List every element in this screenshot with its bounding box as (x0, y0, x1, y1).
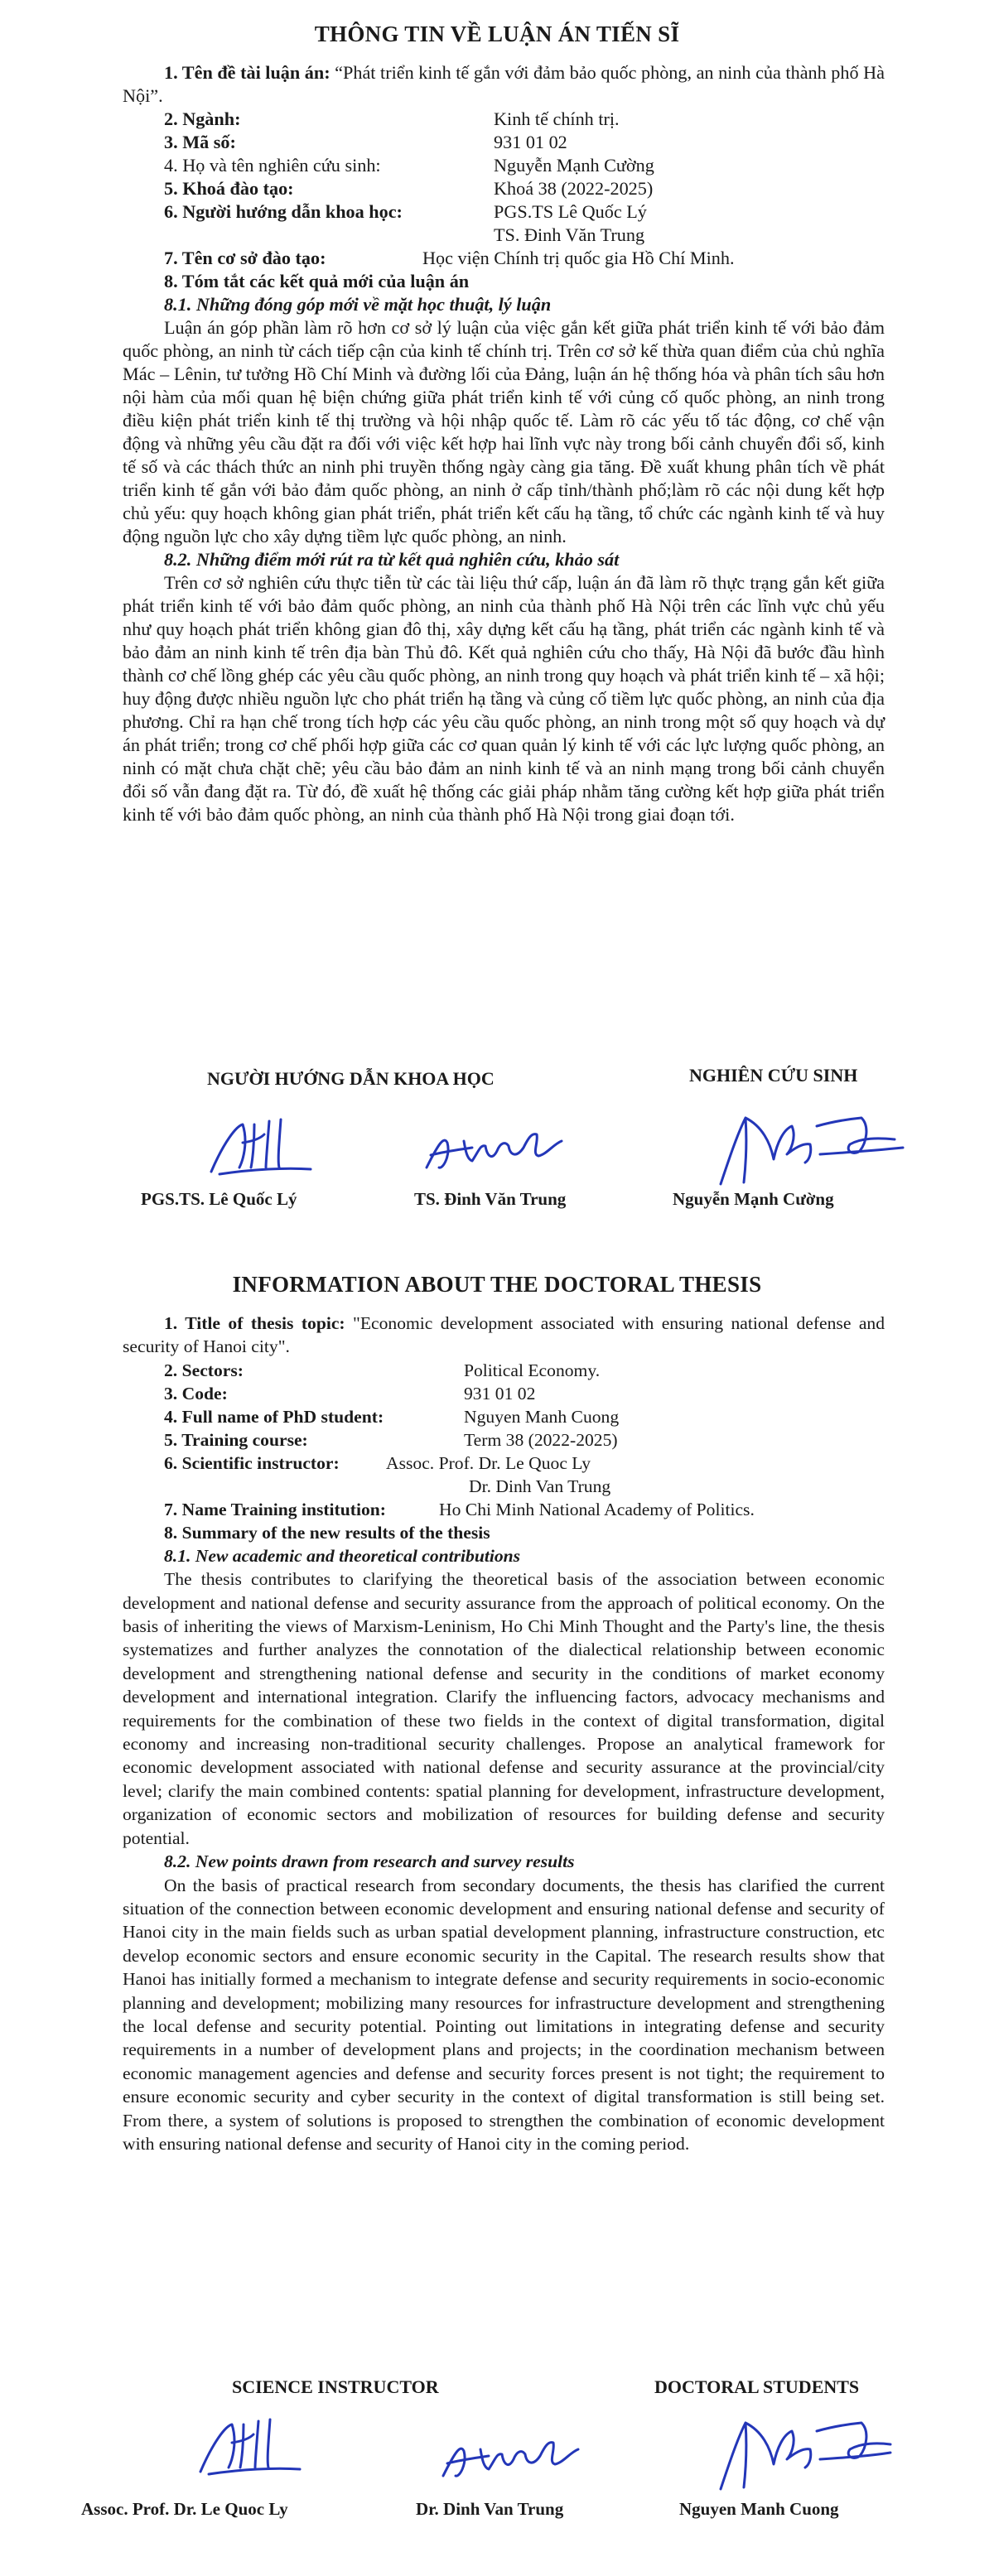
student-name-en: Nguyen Manh Cuong (679, 2499, 839, 2519)
paragraph-8-2-en: On the basis of practical research from secondary documents, the thesis has clarified the current situation of the connection between economic development and ensuring national defense and security of Hanoi city in the main fields such as urban spatial development planning, infrastructure construction, etc develop economic sectors and ensure economic security in the Capital. The research results show that Hanoi has initially formed a mechanism to integrate defense and security requirements in socio-economic planning and development; mobilizing many resources for infrastructure development and strengthening the local defense and security potential. Pointing out limitations in integrating defense and security requirements in a number of development plans and projects; in the coordination mechanism between economic management agencies and defense and security forces present is not tight; the requirement to ensure economic security and cyber security in the context of digital transformation is still being set. From there, a system of solutions is proposed to strengthen the combination of economic development with ensuring national defense and security of Hanoi city in the coming period. (123, 1875, 885, 2154)
item-title: 1. Tên đề tài luận án: “Phát triển kinh tế gắn với đảm bảo quốc phòng, an ninh của thành phố Hà Nội”. (123, 62, 885, 106)
item-sector-en: 2. Sectors: Political Economy. (164, 1360, 601, 1380)
student-heading: NGHIÊN CỨU SINH (689, 1065, 858, 1086)
item-summary: 8. Tóm tắt các kết quả mới của luận án (164, 271, 470, 291)
page-title: THÔNG TIN VỀ LUẬN ÁN TIẾN SĨ (314, 22, 680, 46)
item-supervisor: 6. Người hướng dẫn khoa học: PGS.TS Lê Quốc Lý (164, 201, 647, 222)
thesis-info-body-en (123, 1312, 885, 2155)
item-institution: 7. Tên cơ sở đào tạo: Học viện Chính trị quốc gia Hồ Chí Minh. (164, 248, 735, 268)
item-code: 3. Mã số: 931 01 02 (164, 132, 567, 152)
item-course-en: 5. Training course: Term 38 (2022-2025) (164, 1429, 618, 1450)
item-sector: 2. Ngành: Kinh tế chính trị. (164, 108, 620, 129)
item-supervisor-2-en: Dr. Dinh Van Trung (469, 1476, 611, 1496)
item-student: 4. Họ và tên nghiên cứu sinh: Nguyễn Mạnh Cường (164, 155, 654, 176)
item-code-en: 3. Code: 931 01 02 (164, 1383, 536, 1404)
subheading-8-2: 8.2. Những điểm mới rút ra từ kết quả nghiên cứu, khảo sát (164, 549, 620, 570)
signature-nguyen-manh-cuong (704, 1101, 919, 1192)
instructor-2-name: Dr. Dinh Van Trung (416, 2499, 564, 2519)
signature-nguyen-manh-cuong-en (704, 2406, 903, 2497)
item-title-en: 1. Title of thesis topic: "Economic development associated with ensuring national defense and security of Hanoi city". (123, 1313, 885, 1357)
item-course: 5. Khoá đào tạo: Khoá 38 (2022-2025) (164, 178, 654, 199)
item-summary-en: 8. Summary of the new results of the thesis (164, 1522, 490, 1543)
item-supervisor-2: TS. Đinh Văn Trung (494, 224, 645, 245)
students-heading: DOCTORAL STUDENTS (654, 2376, 860, 2397)
signature-le-quoc-ly-en (192, 2410, 308, 2484)
subheading-8-1-en: 8.1. New academic and theoretical contributions (164, 1545, 521, 1566)
signature-dinh-van-trung (414, 1118, 580, 1184)
instructor-1-name: Assoc. Prof. Dr. Le Quoc Ly (81, 2499, 288, 2519)
supervisor-2-name: TS. Đinh Văn Trung (414, 1189, 567, 1209)
paragraph-8-2: Trên cơ sở nghiên cứu thực tiễn từ các tài liệu thứ cấp, luận án đã làm rõ thực trạng gắn kết giữa phát triển kinh tế với bảo đảm quốc phòng, an ninh của thành phố Hà Nội trên các lĩnh vực chủ yếu như quy hoạch phát triển không gian đô thị, xây dựng kết cấu hạ tầng, phát triển các ngành kinh tế và bảo đảm an ninh kinh tế trên địa bàn Thủ đô. Kết quả nghiên cứu cho thấy, Hà Nội đã bước đầu hình thành cơ chế lồng ghép các yêu cầu quốc phòng, an ninh trong quy hoạch và phát triển kinh tế – xã hội; huy động được nhiều nguồn lực cho phát triển hạ tầng và củng cố tiềm lực quốc phòng, an ninh của địa phương. Chỉ ra hạn chế trong tích hợp các yêu cầu quốc phòng, an ninh trong một số quy hoạch và dự án phát triển; trong cơ chế phối hợp giữa các cơ quan quản lý kinh tế với các lực lượng quốc phòng, an ninh có mặt chưa chặt chẽ; yêu cầu bảo đảm an ninh kinh tế và an ninh mạng trong bối cảnh chuyển đổi số vẫn đang đặt ra. Từ đó, đề xuất hệ thống các giải pháp nhằm tăng cường kết hợp giữa phát triển kinh tế với bảo đảm quốc phòng, an ninh của thành phố Hà Nội trong giai đoạn tới. (123, 572, 885, 825)
vietnamese-section (0, 0, 994, 1242)
signature-le-quoc-ly (203, 1110, 319, 1184)
item-supervisor-en: 6. Scientific instructor: Assoc. Prof. Dr. Le Quoc Ly (164, 1452, 591, 1473)
thesis-info-body (123, 61, 885, 826)
student-name: Nguyễn Mạnh Cường (673, 1189, 834, 1209)
paragraph-8-1: Luận án góp phần làm rõ hơn cơ sở lý luận của việc gắn kết giữa phát triển kinh tế với bảo đảm quốc phòng, an ninh từ cách tiếp cận của kinh tế chính trị. Trên cơ sở kế thừa quan điểm của chủ nghĩa Mác – Lênin, tư tưởng Hồ Chí Minh và đường lối của Đảng, luận án hệ thống hóa và phân tích sâu hơn nội hàm của mối quan hệ biện chứng giữa phát triển kinh tế với củng cố quốc phòng, an ninh trong điều kiện phát triển kinh tế thị trường và hội nhập quốc tế. Làm rõ các yếu tố tác động, cơ chế vận động và những yêu cầu đặt ra đối với việc kết hợp hai lĩnh vực này trong bối cảnh chuyển đổi số, kinh tế số và các thách thức an ninh phi truyền thống ngày càng gia tăng. Đề xuất khung phân tích về phát triển kinh tế gắn với bảo đảm quốc phòng, an ninh ở cấp tỉnh/thành phố;làm rõ các nội dung kết hợp chủ yếu: quy hoạch không gian phát triển, phát triển kết cấu hạ tầng, tổ chức các ngành kinh tế và huy động nguồn lực cho xây dựng tiềm lực quốc phòng, an ninh. (123, 317, 885, 546)
page-title-en: INFORMATION ABOUT THE DOCTORAL THESIS (232, 1272, 762, 1297)
item-student-en: 4. Full name of PhD student: Nguyen Manh Cuong (164, 1406, 620, 1427)
supervisor-heading: NGƯỜI HƯỚNG DẪN KHOA HỌC (207, 1068, 495, 1089)
subheading-8-1: 8.1. Những đóng góp mới về mặt học thuật, lý luận (164, 294, 552, 315)
signature-dinh-van-trung-en (431, 2426, 596, 2492)
supervisor-1-name: PGS.TS. Lê Quốc Lý (141, 1189, 297, 1209)
subheading-8-2-en: 8.2. New points drawn from research and survey results (164, 1851, 575, 1872)
english-section (0, 1242, 994, 2576)
instructor-heading: SCIENCE INSTRUCTOR (232, 2376, 439, 2397)
paragraph-8-1-en: The thesis contributes to clarifying the theoretical basis of the association between economic development and national defense and security assurance from the approach of political economy. On the basis of inheriting the views of Marxism-Leninism, Ho Chi Minh Thought and the Party's line, the thesis systematizes and further analyzes the connotation of the dialectical relationship between economic development and strengthening national defense and security in the conditions of market economy development and international integration. Clarify the influencing factors, advocacy mechanisms and requirements for the combination of these two fields in the context of digital transformation, digital economy and increasing non-traditional security challenges. Propose an analytical framework for economic development associated with national defense and security assurance at the provincial/city level; clarify the main combined contents: spatial planning for development, infrastructure development, organization of economic sectors and mobilization of resources for building defense and security potential. (123, 1569, 885, 1848)
item-institution-en: 7. Name Training institution: Ho Chi Minh National Academy of Politics. (164, 1499, 755, 1519)
